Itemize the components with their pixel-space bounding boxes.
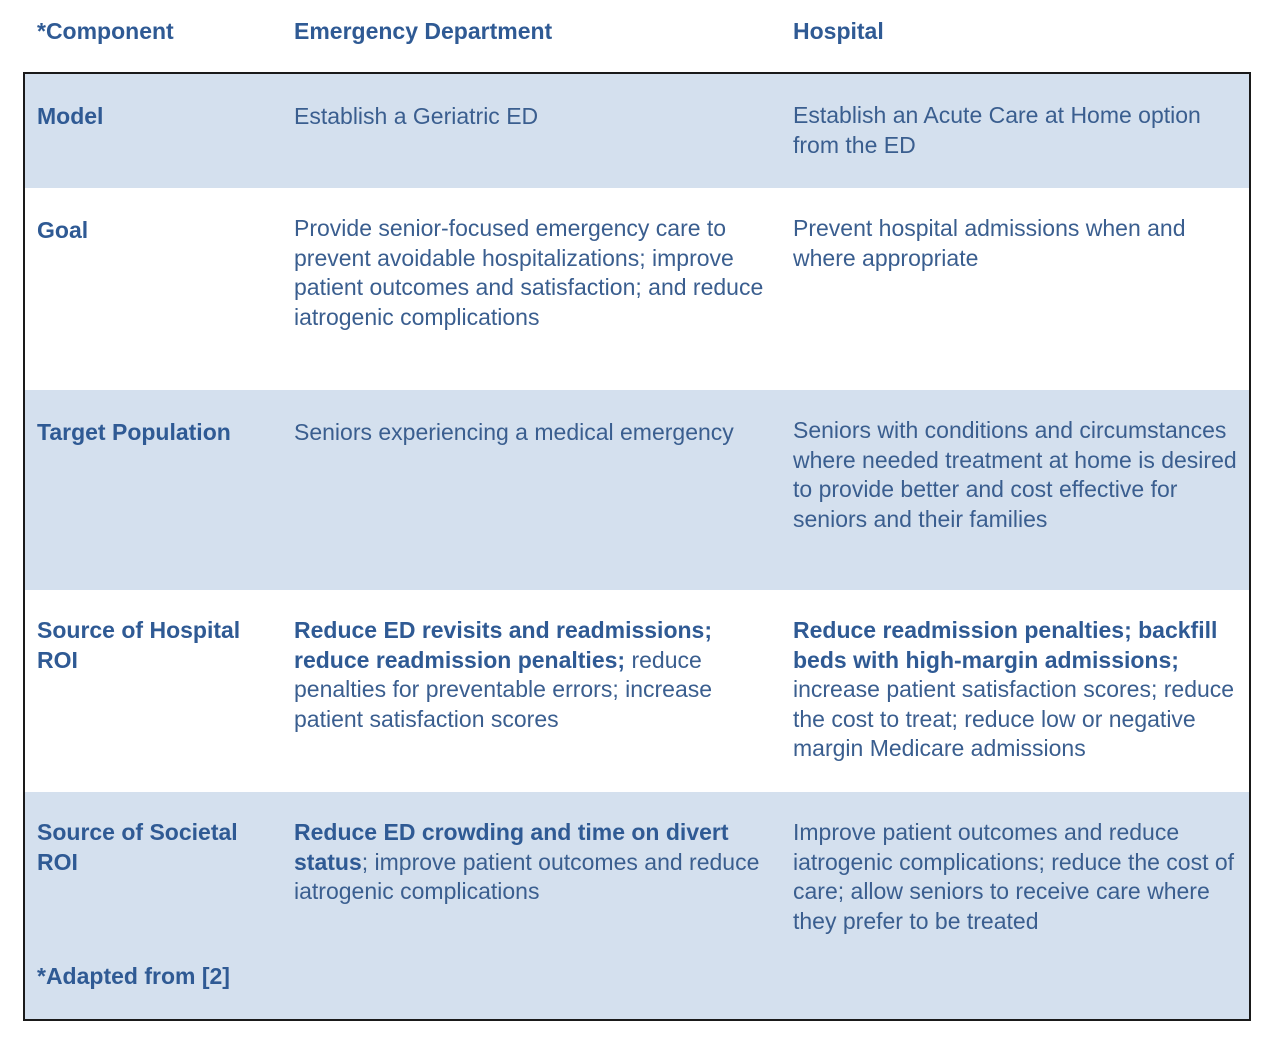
ed-cell: Establish a Geriatric ED <box>294 103 539 129</box>
ed-regular-text: reduce penalties for preventable errors; increase patient satisfaction scores <box>294 646 713 732</box>
hospital-cell: Improve patient outcomes and reduce iatrogenic complications; reduce the cost of care; allow seniors to receive care where they prefer to be treated <box>793 819 1235 934</box>
ed-bold-text: Reduce ED crowding and time on divert status <box>294 819 729 875</box>
footnote: *Adapted from [2] <box>37 963 230 989</box>
ed-cell <box>294 616 776 734</box>
table-header <box>0 0 1280 72</box>
hospital-cell: Prevent hospital admissions when and where appropriate <box>793 215 1186 271</box>
hospital-cell: Establish an Acute Care at Home option from the ED <box>793 102 1201 158</box>
hospital-cell <box>793 616 1245 764</box>
ed-cell <box>294 818 776 907</box>
ed-cell: Provide senior-focused emergency care to prevent avoidable hospitalizations; improve patient outcomes and satisfaction; and reduce iatrogenic complications <box>294 215 764 330</box>
header-emergency-department: Emergency Department <box>294 18 553 44</box>
hospital-regular-text: increase patient satisfaction scores; reduce the cost to treat; reduce low or negative margin Medicare admissions <box>793 676 1235 761</box>
ed-cell: Seniors experiencing a medical emergency <box>294 419 734 445</box>
table-row-societal-roi <box>25 792 1249 1021</box>
comparison-table <box>23 72 1251 1021</box>
header-hospital: Hospital <box>793 18 884 44</box>
table-row-goal <box>25 188 1249 390</box>
ed-regular-text: ; improve patient outcomes and reduce iatrogenic complications <box>294 848 760 904</box>
row-label: Model <box>37 103 104 129</box>
table-row-hospital-roi <box>25 590 1249 792</box>
table-row-target-population <box>25 390 1249 590</box>
table-row-model <box>25 74 1249 188</box>
hospital-bold-text: Reduce readmission penalties; backfill beds with high-margin admissions; <box>793 617 1218 673</box>
hospital-cell: Seniors with conditions and circumstances where needed treatment at home is desired to provide better and cost effective for seniors and their families <box>793 417 1237 532</box>
ed-bold-text: Reduce ED revisits and readmissions; reduce readmission penalties; <box>294 617 712 673</box>
row-label: Source of Hospital ROI <box>37 617 241 673</box>
header-component: *Component <box>37 18 174 44</box>
row-label: Goal <box>37 217 89 243</box>
row-label: Source of Societal ROI <box>37 819 238 875</box>
row-label: Target Population <box>37 419 231 445</box>
